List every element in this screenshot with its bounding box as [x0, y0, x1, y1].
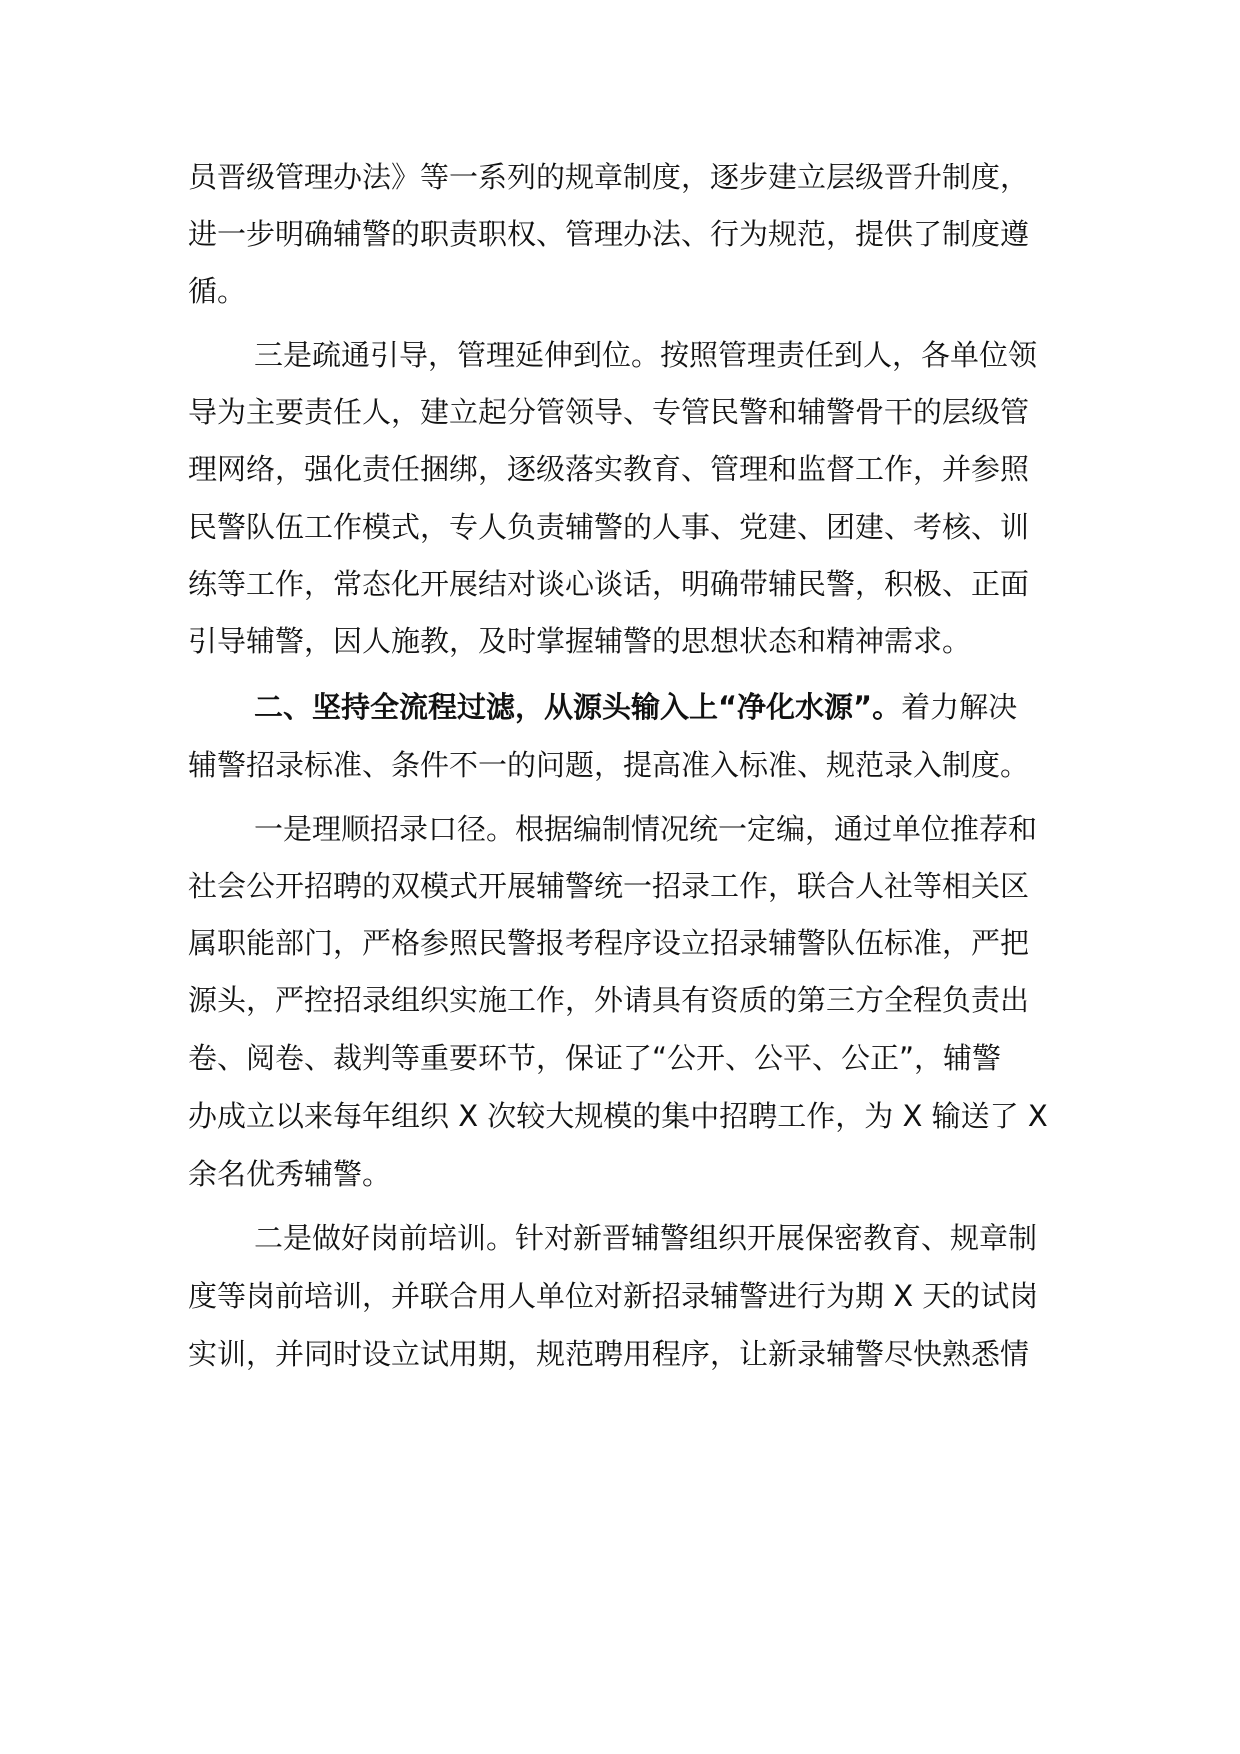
- paragraph-line: 社会公开招聘的双模式开展辅警统一招录工作，联合人社等相关区: [188, 869, 1030, 903]
- paragraph-line: 导为主要责任人，建立起分管领导、专管民警和辅警骨干的层级管: [188, 395, 1030, 429]
- section-heading-line: [254, 683, 1017, 731]
- paragraph-line: 办成立以来每年组织 X 次较大规模的集中招聘工作，为 X 输送了 X: [188, 1099, 1048, 1133]
- heading-line-text: 着力解决: [901, 690, 1018, 724]
- paragraph-line: 卷、阅卷、裁判等重要环节，保证了“公开、公平、公正”，辅警: [188, 1041, 1002, 1075]
- paragraph-line: 理网络，强化责任捆绑，逐级落实教育、管理和监督工作，并参照: [188, 452, 1030, 486]
- paragraph-line: 循。: [188, 274, 247, 308]
- section-heading: 二、坚持全流程过滤，从源头输入上“净化水源”。: [254, 690, 902, 724]
- paragraph-line: 民警队伍工作模式，专人负责辅警的人事、党建、团建、考核、训: [188, 510, 1030, 544]
- paragraph-line: 度等岗前培训，并联合用人单位对新招录辅警进行为期 X 天的试岗: [188, 1279, 1039, 1313]
- paragraph-line: 练等工作，常态化开展结对谈心谈话，明确带辅民警，积极、正面: [188, 567, 1030, 601]
- paragraph-line: 实训，并同时设立试用期，规范聘用程序，让新录辅警尽快熟悉情: [188, 1337, 1030, 1371]
- paragraph-line: 员晋级管理办法》等一系列的规章制度，逐步建立层级晋升制度，: [188, 160, 1030, 194]
- paragraph-line: 余名优秀辅警。: [188, 1157, 392, 1191]
- paragraph-line: 二是做好岗前培训。针对新晋辅警组织开展保密教育、规章制: [254, 1221, 1038, 1255]
- paragraph-line: 源头，严控招录组织实施工作，外请具有资质的第三方全程负责出: [188, 983, 1030, 1017]
- paragraph-line: 辅警招录标准、条件不一的问题，提高准入标准、规范录入制度。: [188, 748, 1030, 782]
- paragraph-line: 一是理顺招录口径。根据编制情况统一定编，通过单位推荐和: [254, 812, 1038, 846]
- paragraph-line: 引导辅警，因人施教，及时掌握辅警的思想状态和精神需求。: [188, 624, 972, 658]
- paragraph-line: 进一步明确辅警的职责职权、管理办法、行为规范，提供了制度遵: [188, 217, 1030, 251]
- paragraph-line: 属职能部门，严格参照民警报考程序设立招录辅警队伍标准，严把: [188, 926, 1030, 960]
- paragraph-line: 三是疏通引导，管理延伸到位。按照管理责任到人，各单位领: [254, 338, 1038, 372]
